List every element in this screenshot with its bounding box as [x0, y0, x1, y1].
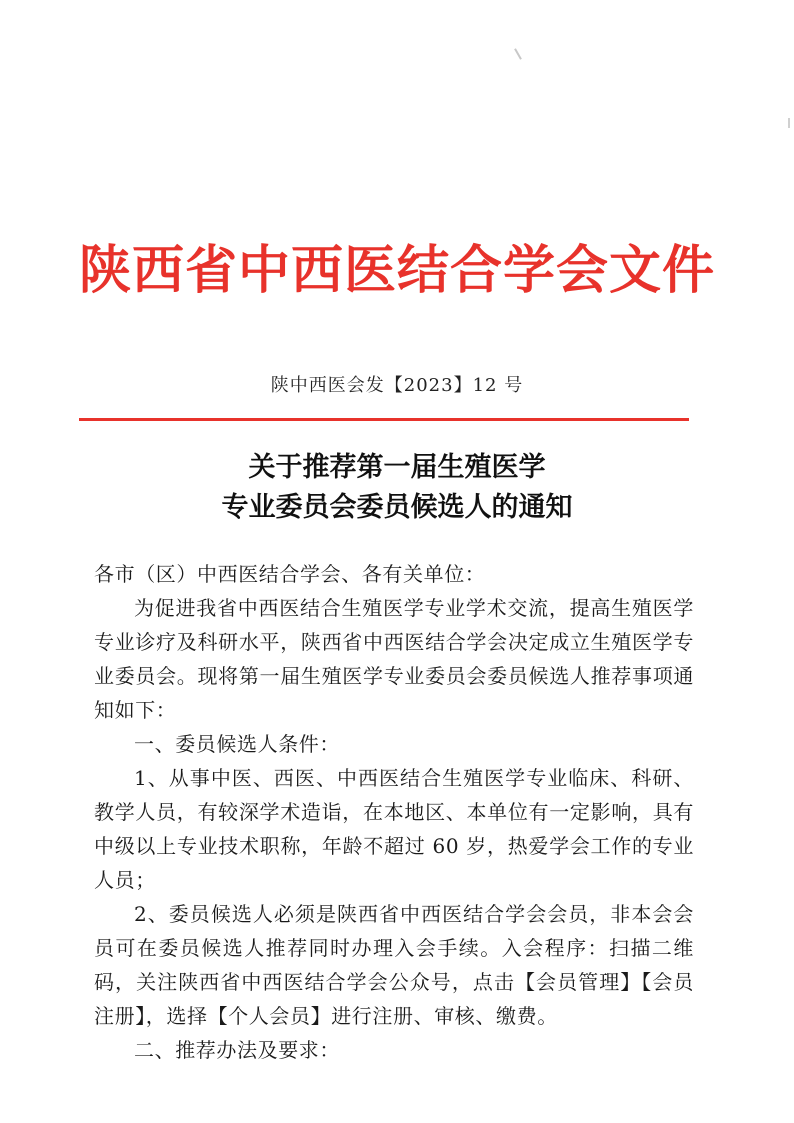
section-2-heading: 二、推荐办法及要求： [134, 1038, 340, 1062]
condition-item-1: 1、从事中医、西医、中西医结合生殖医学专业临床、科研、教学人员，有较深学术造诣，在本地区、本单位有一定影响，具有中级以上专业技术职称，年龄不超过 60 岁，热爱学会工作的专业人员； [94, 766, 694, 892]
condition-item-2: 2、委员候选人必须是陕西省中西医结合学会会员，非本会会员可在委员候选人推荐同时办理入会手续。入会程序：扫描二维码，关注陕西省中西医结合学会公众号，点击【会员管理】【会员注册】，选择【个人会员】进行注册、审核、缴费。 [94, 902, 694, 1028]
scan-artifact-mark [514, 48, 522, 59]
notice-title-line-1: 关于推荐第一届生殖医学 [248, 452, 546, 483]
issuer-header-title: 陕西省中西医结合学会文件 [78, 240, 715, 301]
red-divider-line [79, 418, 689, 421]
salutation: 各市（区）中西医结合学会、各有关单位： [94, 562, 486, 586]
notice-title [0, 448, 794, 528]
document-number: 陕中西医会发【2023】12 号 [270, 375, 524, 396]
intro-paragraph: 为促进我省中西医结合生殖医学专业学术交流，提高生殖医学专业诊疗及科研水平，陕西省中西医结合学会决定成立生殖医学专业委员会。现将第一届生殖医学专业委员会委员候选人推荐事项通知如下： [94, 596, 694, 722]
notice-body [94, 557, 694, 1067]
scan-edge-mark [788, 118, 790, 128]
section-1-heading: 一、委员候选人条件： [134, 732, 340, 756]
notice-title-line-2: 专业委员会委员候选人的通知 [221, 492, 573, 523]
